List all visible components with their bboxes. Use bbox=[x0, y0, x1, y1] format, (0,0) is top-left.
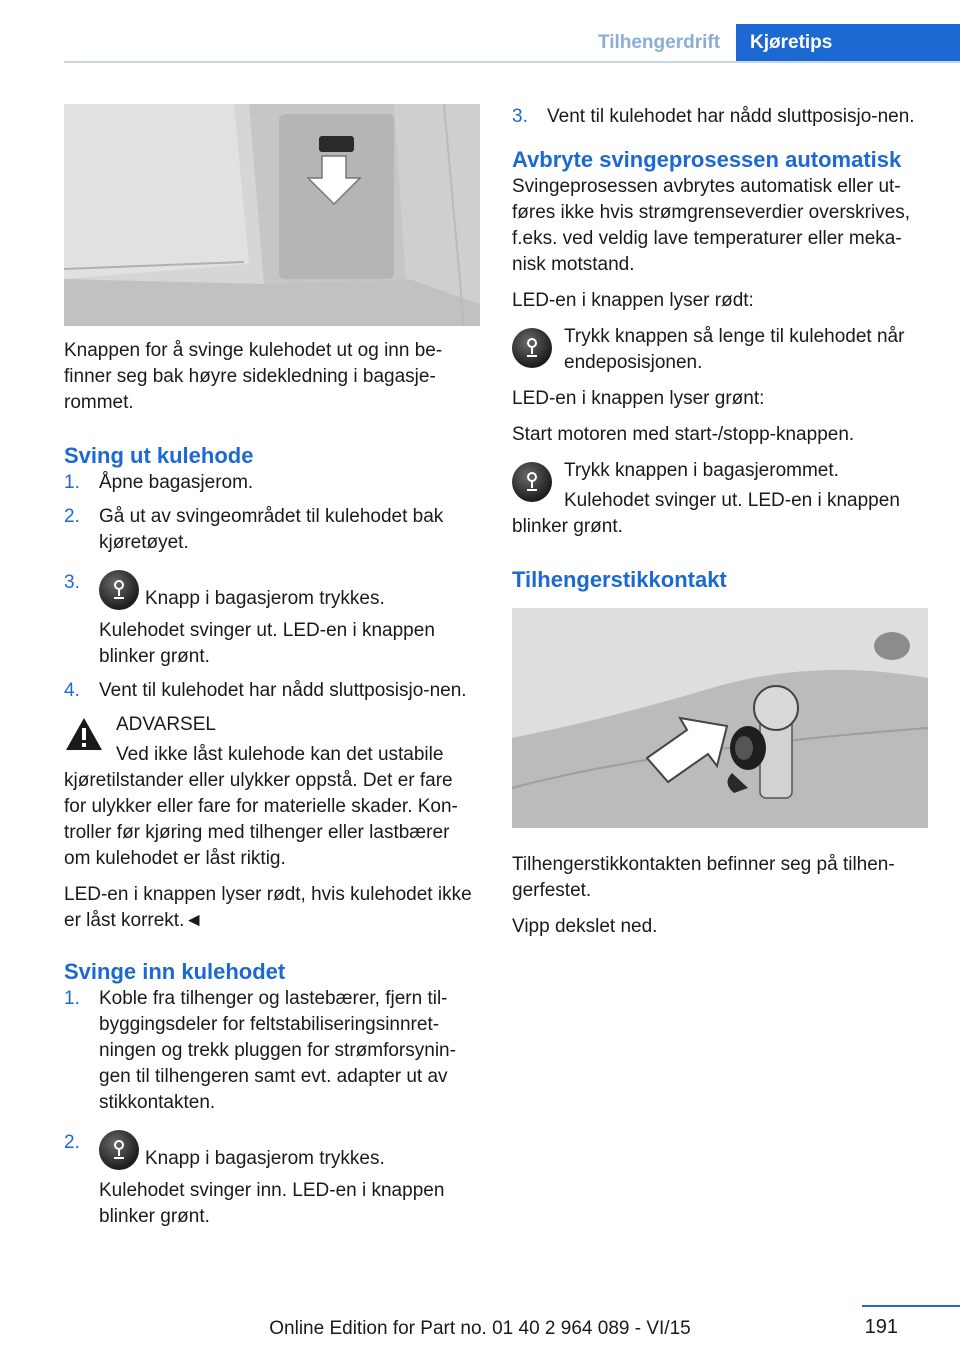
warning-block bbox=[64, 712, 480, 934]
step-result: Kulehodet svinger inn. LED-en i knappen blinker grønt. bbox=[99, 1180, 445, 1227]
list-item: 3. Knapp i bagasjerom trykkes. Kulehodet svinger ut. LED-en i knappen blinker grønt. bbox=[64, 570, 480, 670]
press-instruction: Trykk knappen i bagasjerommet. bbox=[512, 458, 928, 484]
socket-instruction: Vipp dekslet ned. bbox=[512, 916, 658, 937]
footer-rule bbox=[862, 1305, 960, 1307]
press-until-instruction: Trykk knappen så lenge til kulehodet når endeposisjonen. bbox=[512, 324, 928, 376]
header-chapter-tab[interactable]: Kjøretips bbox=[736, 24, 960, 62]
right-column bbox=[512, 104, 928, 950]
header-section-tab[interactable]: Tilhengerdrift bbox=[597, 32, 721, 53]
trunk-button-illustration bbox=[64, 104, 480, 326]
list-item: 1. Koble fra tilhenger og lastebærer, fjern til‐byggingsdeler for feltstabiliseringsinnret‐ningen og trekk pluggen for strømforsynin‐gen til tilhengeren samt evt. adapter ut av stikkontakten. bbox=[64, 988, 456, 1113]
heading-swing-in: Svinge inn kulehodet bbox=[64, 959, 286, 984]
continued-steps bbox=[512, 104, 928, 130]
tow-hitch-button-icon bbox=[512, 328, 552, 368]
warning-triangle-icon bbox=[64, 716, 104, 752]
socket-caption: Tilhengerstikkontakten befinner seg på tilhen‐gerfestet. bbox=[512, 854, 895, 901]
figure-caption: Knappen for å svinge kulehodet ut og inn be‐finner seg bak høyre sidekledning i bagasje‐rommet. bbox=[64, 340, 443, 413]
swing-in-steps bbox=[64, 986, 480, 1230]
abort-body: Svingeprosessen avbrytes automatisk eller ut‐føres ikke hvis strømgrenseverdier overskrives, f.eks. ved veldig lave temperaturer eller meka‐nisk motstand. bbox=[512, 176, 911, 275]
swing-out-steps bbox=[64, 470, 480, 704]
warning-title: ADVARSEL bbox=[116, 714, 216, 735]
press-result: Kulehodet svinger ut. LED-en i knappen blinker grønt. bbox=[512, 490, 900, 537]
list-item: 2. Knapp i bagasjerom trykkes. Kulehodet svinger inn. LED-en i knappen blinker grønt. bbox=[64, 1130, 480, 1230]
warning-text: kjøretilstander eller ulykker oppstå. Det er fare for ulykker eller fare for materielle skader. Kon‐troller før kjøring med tilhenger eller lastbærer om kulehodet er låst riktig. bbox=[64, 770, 458, 869]
heading-swing-out: Sving ut kulehode bbox=[64, 443, 254, 468]
list-item: 2. Gå ut av svingeområdet til kulehodet bak kjøretøyet. bbox=[64, 506, 444, 553]
edition-footer: Online Edition for Part no. 01 40 2 964 089 - VI/15 bbox=[269, 1318, 691, 1339]
tow-hitch-button-icon bbox=[99, 1130, 139, 1170]
led-green-label: LED-en i knappen lyser grønt: bbox=[512, 388, 765, 409]
start-engine-text: Start motoren med start-/stopp-knappen. bbox=[512, 424, 855, 445]
tow-hitch-button-icon bbox=[99, 570, 139, 610]
heading-abort: Avbryte svingeprosessen automatisk bbox=[512, 147, 902, 172]
trailer-socket-illustration bbox=[512, 608, 928, 828]
led-red-label: LED-en i knappen lyser rødt: bbox=[512, 290, 754, 311]
list-item: 4. Vent til kulehodet har nådd sluttposisjo‐nen. bbox=[64, 680, 467, 701]
page-number: 191 bbox=[864, 1316, 898, 1338]
tow-hitch-button-icon bbox=[512, 462, 552, 502]
list-item: 3. Vent til kulehodet har nådd sluttposisjo‐nen. bbox=[512, 106, 915, 127]
step-result: Kulehodet svinger ut. LED-en i knappen blinker grønt. bbox=[99, 620, 435, 667]
list-item: 1. Åpne bagasjerom. bbox=[64, 472, 254, 493]
warning-led-text: LED-en i knappen lyser rødt, hvis kulehodet ikke er låst korrekt.◄ bbox=[64, 884, 472, 931]
heading-socket: Tilhengerstikkontakt bbox=[512, 567, 727, 592]
left-column bbox=[64, 104, 480, 1238]
warning-text-first: Ved ikke låst kulehode kan det ustabile bbox=[116, 744, 444, 765]
header-rule bbox=[64, 61, 960, 63]
